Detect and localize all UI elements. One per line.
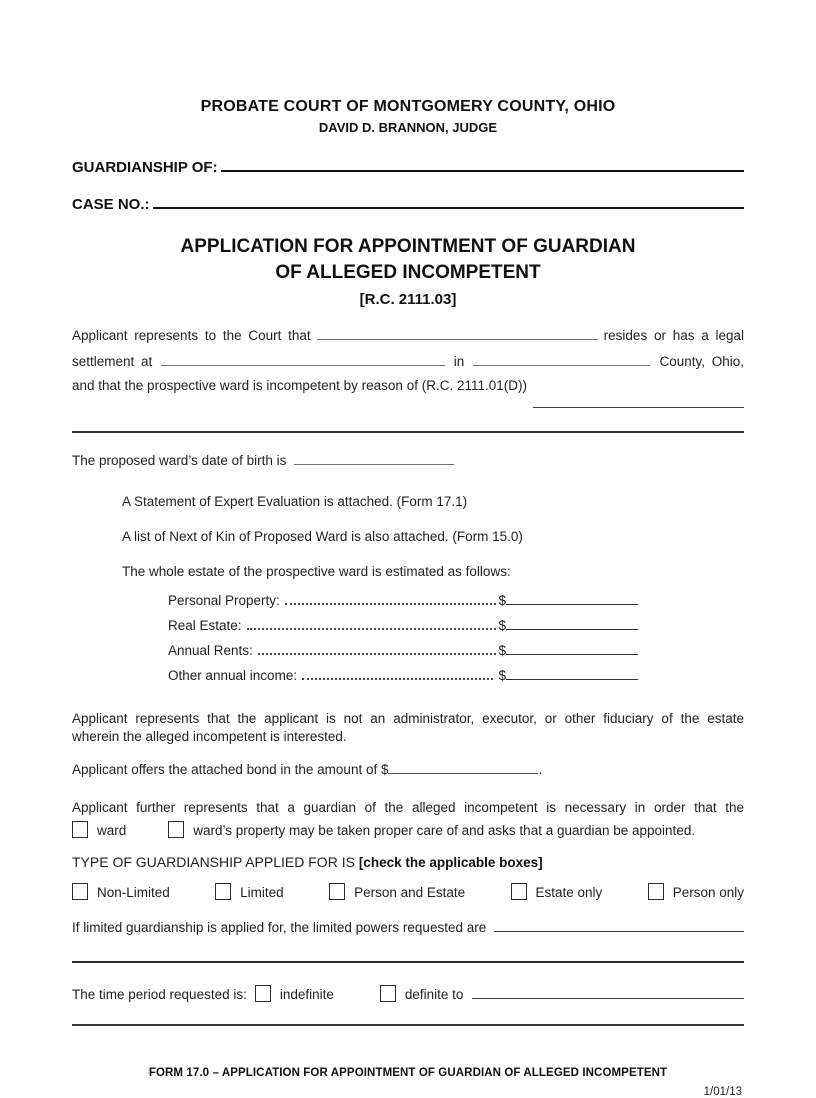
estate-table	[168, 591, 638, 691]
option-limited	[215, 880, 284, 900]
intro-line1	[72, 326, 744, 352]
estate-row-personal-property	[168, 591, 638, 616]
intro-seg4: in	[453, 354, 465, 369]
bond-period: .	[538, 762, 543, 777]
option-person-only	[648, 880, 744, 900]
currency-symbol: $	[498, 668, 506, 683]
option-estate-only	[511, 880, 603, 900]
wards-property-checkbox[interactable]	[168, 821, 184, 838]
dob-input[interactable]	[294, 451, 454, 465]
personal-property-label: Personal Property:	[168, 593, 280, 608]
non-limited-label: Non-Limited	[97, 884, 170, 900]
indefinite-checkbox[interactable]	[255, 985, 271, 1002]
guardianship-of-input[interactable]	[221, 157, 744, 172]
intro-seg6: and that the prospective ward is incompetent by reason of (R.C. 2111.01(D))	[72, 378, 527, 393]
dob-row	[72, 451, 744, 477]
bond-row	[72, 760, 744, 779]
revision-date: 1/01/13	[703, 1085, 742, 1098]
person-and-estate-checkbox[interactable]	[329, 883, 345, 900]
real-estate-amount-input[interactable]	[506, 616, 638, 630]
form-title-line1: APPLICATION FOR APPOINTMENT OF GUARDIAN	[180, 236, 636, 257]
fiduciary-line1: Applicant represents that the applicant is not an administrator, executor, or other fiduciary of the estate	[72, 711, 744, 726]
dot-leader	[285, 592, 497, 605]
intro-seg2: resides or has a legal	[603, 328, 744, 343]
ward-checkbox-line	[72, 818, 744, 837]
county-input[interactable]	[473, 352, 650, 366]
type-heading	[72, 854, 744, 870]
limited-label: Limited	[240, 884, 284, 900]
wards-property-label: ward’s property may be taken proper care of and asks that a guardian be appointed.	[193, 822, 696, 838]
incompetency-reason-input-line2[interactable]	[72, 431, 744, 433]
case-no-input[interactable]	[153, 194, 744, 209]
estate-only-label: Estate only	[535, 884, 603, 900]
option-non-limited	[72, 880, 170, 900]
form-footer-title: FORM 17.0 – APPLICATION FOR APPOINTMENT OF GUARDIAN OF ALLEGED INCOMPETENT	[148, 1066, 668, 1079]
intro-seg3: settlement at	[72, 354, 153, 369]
fiduciary-paragraph	[72, 710, 744, 745]
estate-only-checkbox[interactable]	[511, 883, 527, 900]
annual-rents-label: Annual Rents:	[168, 643, 253, 658]
ward-label: ward	[97, 822, 127, 838]
limited-powers-input-line2[interactable]	[72, 961, 744, 963]
guardianship-of-label: GUARDIANSHIP OF:	[72, 159, 218, 176]
form-title-line2: OF ALLEGED INCOMPETENT	[275, 262, 541, 283]
expert-evaluation-statement: A Statement of Expert Evaluation is attached. (Form 17.1)	[122, 494, 468, 509]
fiduciary-line2: wherein the alleged incompetent is interested.	[72, 728, 347, 744]
bond-amount-input[interactable]	[388, 760, 538, 774]
case-no-label: CASE NO.:	[72, 196, 150, 213]
dot-leader	[258, 642, 497, 655]
dot-leader	[302, 667, 493, 680]
other-income-amount-input[interactable]	[506, 666, 638, 680]
person-and-estate-label: Person and Estate	[354, 884, 466, 900]
estate-row-other-income	[168, 666, 638, 691]
real-estate-label: Real Estate:	[168, 618, 242, 633]
court-title: PROBATE COURT OF MONTGOMERY COUNTY, OHIO	[200, 98, 616, 115]
intro-seg5: County, Ohio,	[659, 354, 744, 369]
currency-symbol: $	[498, 593, 506, 608]
case-no-row	[72, 194, 744, 213]
definite-checkbox[interactable]	[380, 985, 396, 1002]
further-represents-paragraph	[72, 799, 744, 837]
statute-reference: [R.C. 2111.03]	[359, 291, 457, 308]
further-line1: Applicant further represents that a guardian of the alleged incompetent is necessary in order that the	[72, 800, 744, 815]
type-heading-note: [check the applicable boxes]	[358, 854, 543, 870]
time-period-row	[72, 982, 744, 1003]
definite-date-input[interactable]	[472, 985, 744, 999]
person-only-label: Person only	[672, 884, 744, 900]
definite-date-input-line2[interactable]	[72, 1024, 744, 1026]
time-period-label: The time period requested is:	[72, 986, 247, 1002]
limited-powers-label: If limited guardianship is applied for, the limited powers requested are	[72, 919, 487, 935]
personal-property-amount-input[interactable]	[506, 591, 638, 605]
currency-symbol: $	[498, 643, 506, 658]
currency-symbol: $	[498, 618, 506, 633]
judge-name: DAVID D. BRANNON, JUDGE	[318, 120, 498, 135]
estate-intro-statement: The whole estate of the prospective ward is estimated as follows:	[122, 564, 511, 579]
other-income-label: Other annual income:	[168, 668, 298, 683]
indefinite-label: indefinite	[279, 986, 334, 1002]
intro-line2	[72, 352, 744, 378]
incompetency-reason-input[interactable]	[533, 394, 744, 408]
person-only-checkbox[interactable]	[648, 883, 664, 900]
ward-name-input[interactable]	[317, 326, 598, 340]
option-person-and-estate	[329, 880, 465, 900]
annual-rents-amount-input[interactable]	[506, 641, 638, 655]
estate-row-real-estate	[168, 616, 638, 641]
limited-checkbox[interactable]	[215, 883, 231, 900]
intro-paragraph	[72, 326, 744, 404]
limited-powers-input[interactable]	[494, 918, 744, 932]
limited-powers-row	[72, 918, 744, 937]
intro-seg1: Applicant represents to the Court that	[72, 328, 311, 343]
type-heading-text: TYPE OF GUARDIANSHIP APPLIED FOR IS	[72, 853, 359, 870]
intro-line3	[72, 378, 744, 404]
ward-checkbox[interactable]	[72, 821, 88, 838]
bond-label: Applicant offers the attached bond in the amount of $	[72, 762, 389, 777]
dob-label: The proposed ward’s date of birth is	[72, 453, 287, 468]
guardianship-type-options	[72, 880, 744, 900]
definite-label: definite to	[404, 986, 464, 1002]
guardianship-of-row	[72, 157, 744, 176]
settlement-address-input[interactable]	[161, 352, 444, 366]
next-of-kin-statement: A list of Next of Kin of Proposed Ward is also attached. (Form 15.0)	[122, 529, 523, 544]
estate-row-annual-rents	[168, 641, 638, 666]
dot-leader	[247, 617, 497, 630]
non-limited-checkbox[interactable]	[72, 883, 88, 900]
